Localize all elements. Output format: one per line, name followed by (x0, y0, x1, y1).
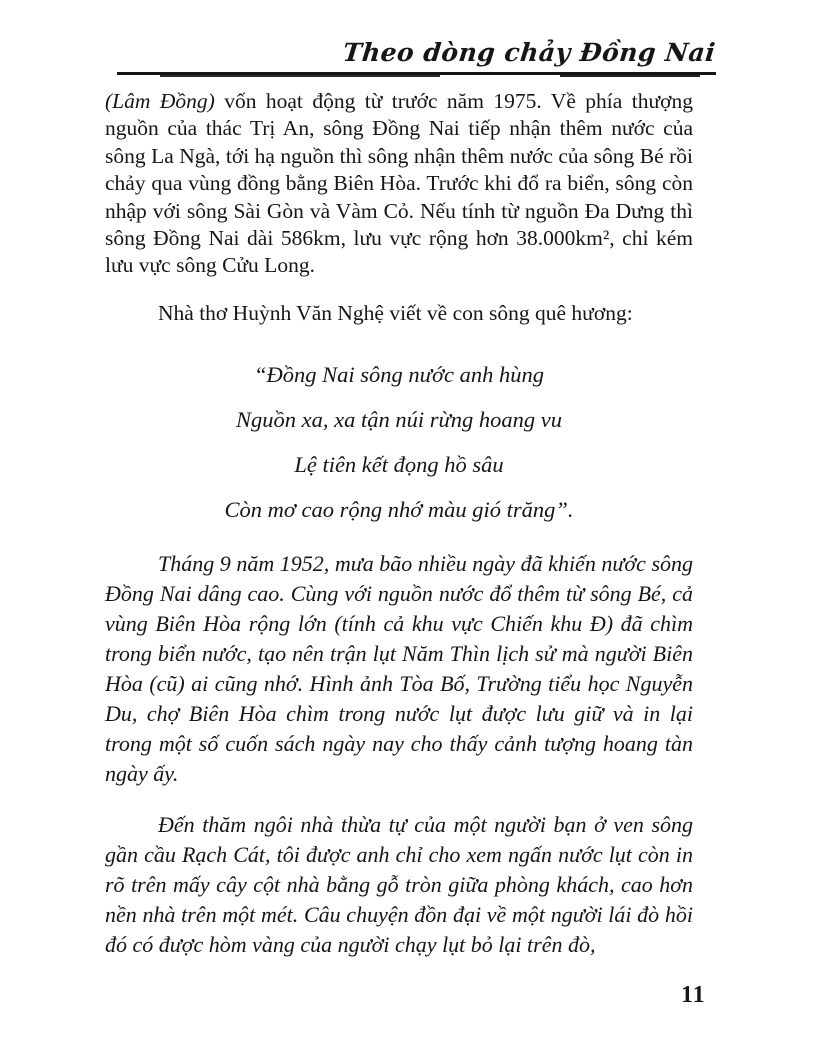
poem-quote (105, 352, 693, 532)
paragraph-visit-house: Đến thăm ngôi nhà thừa tự của một người bạn ở ven sông gần cầu Rạch Cát, tôi được anh chỉ cho xem ngấn nước lụt còn in rõ trên mấy cây cột nhà bằng gỗ tròn giữa phòng khách, cao hơn nền nhà trên một mét. Câu chuyện đồn đại về một người lái đò hồi đó có được hòm vàng của người chạy lụt bỏ lại trên đò, (105, 812, 693, 957)
paragraph-intro (105, 88, 693, 280)
paragraph-intro-text: vốn hoạt động từ trước năm 1975. Về phía thượng nguồn của thác Trị An, sông Đồng Nai tiếp nhận thêm nước của sông La Ngà, tới hạ nguồn thì sông nhận thêm nước của sông Bé rồi chảy qua vùng đồng bằng Biên Hòa. Trước khi đổ ra biển, sông còn nhập với sông Sài Gòn và Vàm Cỏ. Nếu tính từ nguồn Đa Dưng thì sông Đồng Nai dài 586km, lưu vực rộng hơn 38.000km², chỉ kém lưu vực sông Cửu Long. (105, 89, 693, 278)
poem-line-1: “Đồng Nai sông nước anh hùng (254, 362, 544, 387)
poem-line-3: Lệ tiên kết đọng hồ sâu (294, 452, 504, 477)
paragraph-intro-italic-lead: (Lâm Đồng) (105, 89, 215, 113)
header-rule-smudge (560, 75, 700, 77)
poem-line-2: Nguồn xa, xa tận núi rừng hoang vu (236, 407, 562, 432)
page-number: 11 (681, 982, 706, 1008)
running-header-title: Theo dòng chảy Đồng Nai (341, 38, 717, 67)
header-rule-smudge (160, 75, 440, 77)
poem-line-4: Còn mơ cao rộng nhớ màu gió trăng”. (224, 497, 574, 522)
paragraph-poet-intro: Nhà thơ Huỳnh Văn Nghệ viết về con sông quê hương: (158, 301, 633, 325)
paragraph-flood-1952: Tháng 9 năm 1952, mưa bão nhiều ngày đã khiến nước sông Đồng Nai dâng cao. Cùng với nguồn nước đổ thêm từ sông Bé, cả vùng Biên Hòa rộng lớn (tính cả khu vực Chiến khu Đ) đã chìm trong biển nước, tạo nên trận lụt Năm Thìn lịch sử mà người Biên Hòa (cũ) ai cũng nhớ. Hình ảnh Tòa Bố, Trường tiểu học Nguyễn Du, chợ Biên Hòa chìm trong nước lụt được lưu giữ và in lại trong một số cuốn sách ngày nay cho thấy cảnh tượng hoang tàn ngày ấy. (105, 551, 693, 786)
